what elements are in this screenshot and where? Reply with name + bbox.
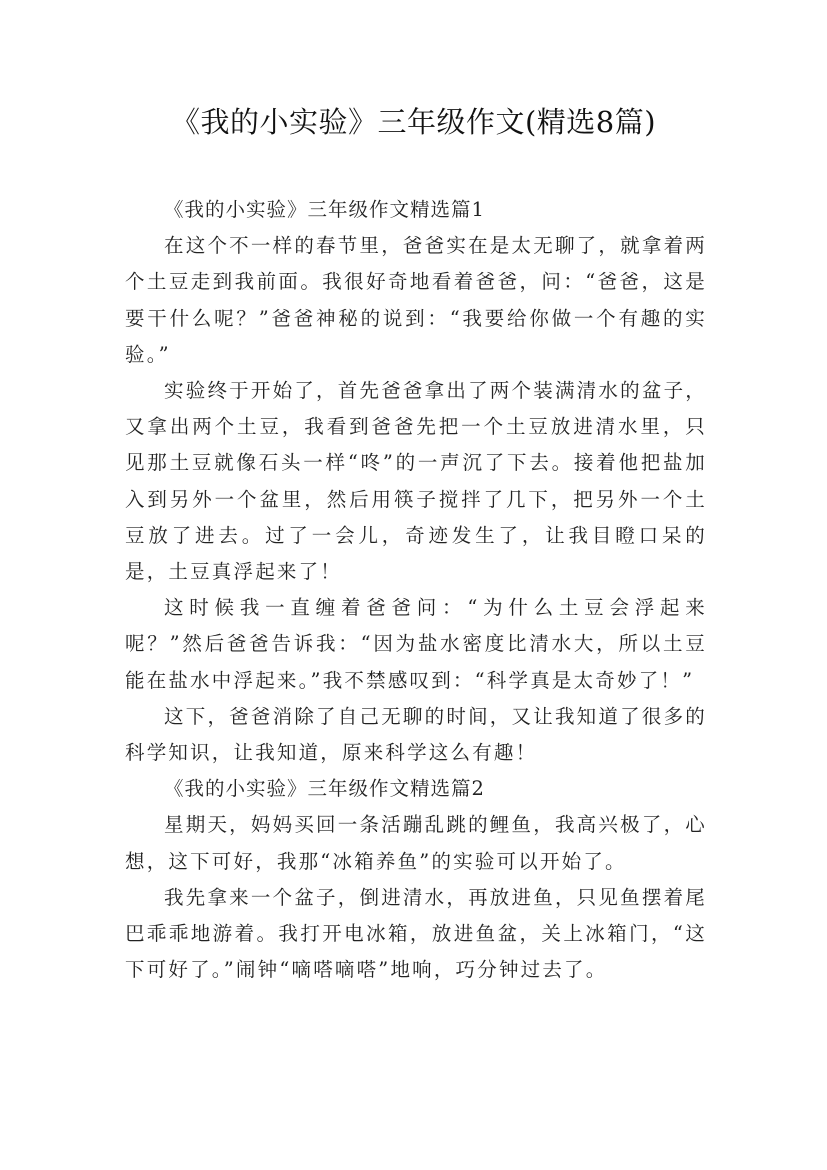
document-title: 《我的小实验》三年级作文(精选8篇) (170, 105, 657, 139)
paragraph: 这下，爸爸消除了自己无聊的时间，又让我知道了很多的科学知识，让我知道，原来科学这么有趣！ (125, 704, 707, 765)
paragraph: 在这个不一样的春节里，爸爸实在是太无聊了，就拿着两个土豆走到我前面。我很好奇地看着爸爸，问：“爸爸，这是要干什么呢？”爸爸神秘的说到：“我要给你做一个有趣的实验。” (125, 234, 707, 366)
paragraph: 我先拿来一个盆子，倒进清水，再放进鱼，只见鱼摆着尾巴乖乖地游着。我打开电冰箱，放进鱼盆，关上冰箱门，“这下可好了。”闹钟“嘀嗒嘀嗒”地响，巧分钟过去了。 (125, 885, 707, 982)
paragraph: 星期天，妈妈买回一条活蹦乱跳的鲤鱼，我高兴极了，心想，这下可好，我那“冰箱养鱼”的实验可以开始了。 (125, 813, 707, 873)
section-heading: 《我的小实验》三年级作文精选篇1 (164, 198, 485, 221)
section-heading: 《我的小实验》三年级作文精选篇2 (164, 777, 485, 801)
paragraph: 实验终于开始了，首先爸爸拿出了两个装满清水的盆子，又拿出两个土豆，我看到爸爸先把一个土豆放进清水里，只见那土豆就像石头一样“咚”的一声沉了下去。接着他把盐加入到另外一个盆里，然后用筷子搅拌了几下，把另外一个土豆放了进去。过了一会儿，奇迹发生了，让我目瞪口呆的是，土豆真浮起来了！ (125, 379, 707, 584)
document-body (125, 192, 707, 988)
paragraph: 这时候我一直缠着爸爸问：“为什么土豆会浮起来呢？”然后爸爸告诉我：“因为盐水密度比清水大，所以土豆能在盐水中浮起来。”我不禁感叹到：“科学真是太奇妙了！” (125, 596, 707, 692)
